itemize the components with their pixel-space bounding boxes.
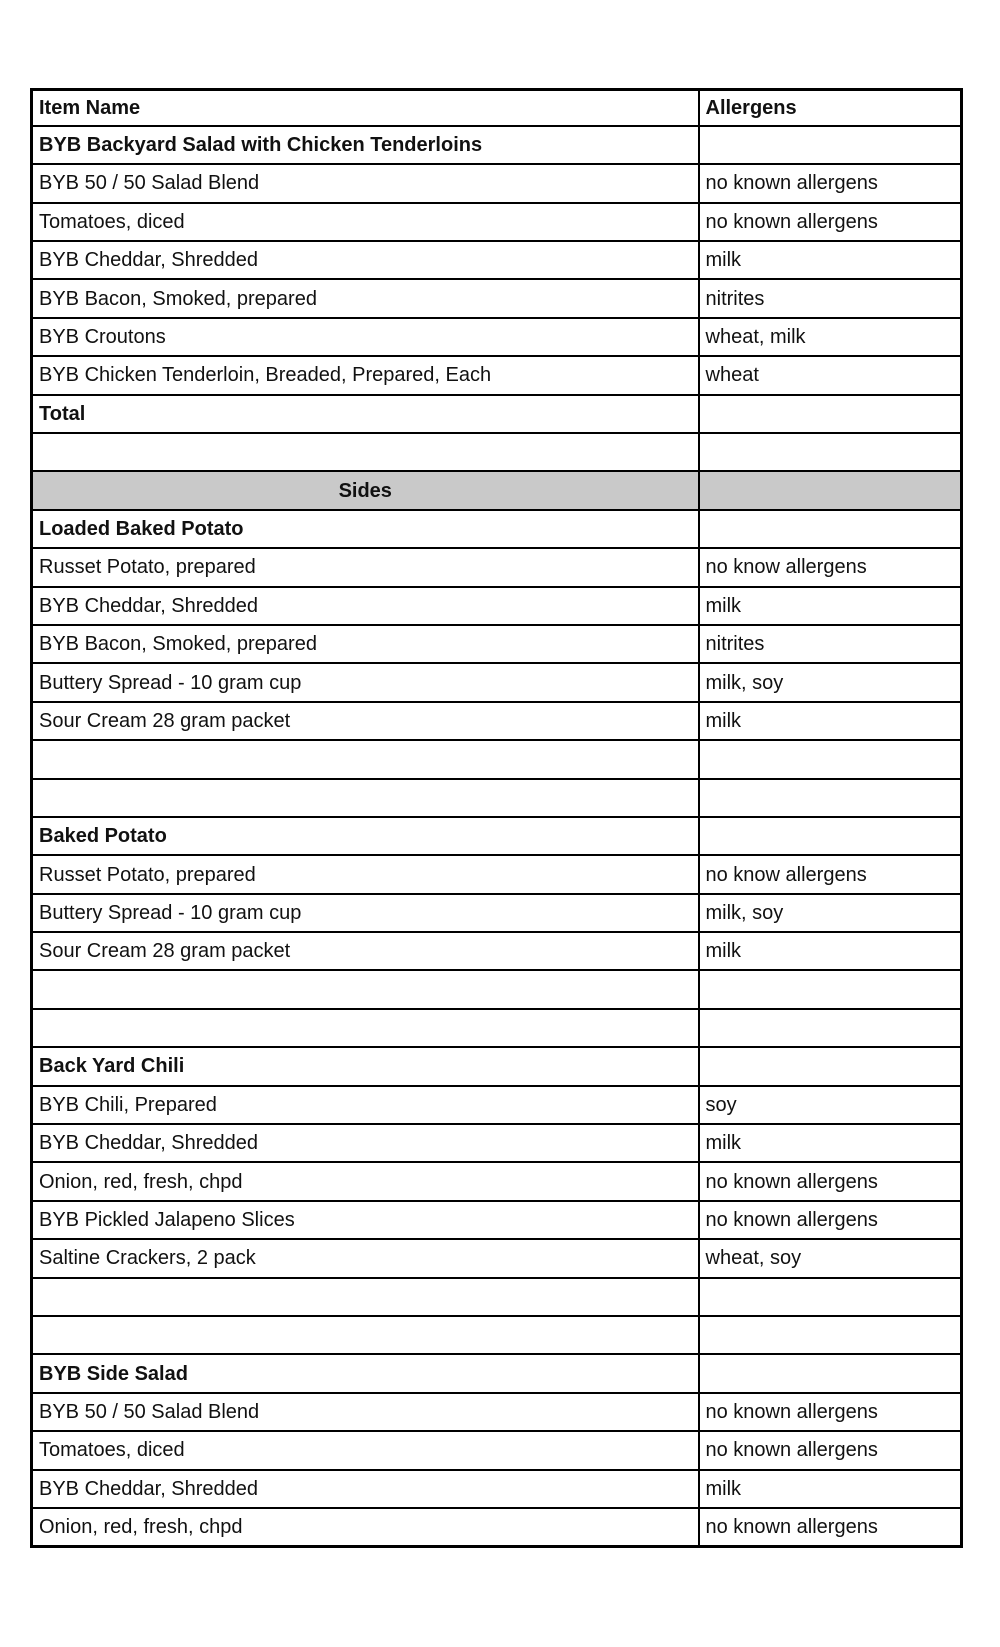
allergens-cell: milk, soy [699,663,962,701]
table-row [32,1354,962,1392]
item-name-column-header: Item Name [32,90,699,126]
table-row [32,779,962,817]
table-row [32,1470,962,1508]
item-name-cell [32,779,699,817]
allergens-cell [699,395,962,433]
allergens-cell: no known allergens [699,1508,962,1547]
table-row [32,587,962,625]
item-name-cell: BYB Bacon, Smoked, prepared [32,279,699,317]
allergens-cell: wheat, soy [699,1239,962,1277]
table-row [32,1201,962,1239]
allergen-table-body [32,126,962,1547]
item-name-cell: Russet Potato, prepared [32,855,699,893]
item-name-cell: Total [32,395,699,433]
item-name-cell: BYB Backyard Salad with Chicken Tenderloins [32,126,699,164]
allergens-cell [699,740,962,778]
table-row [32,356,962,394]
allergens-cell: milk, soy [699,894,962,932]
item-name-cell: BYB Pickled Jalapeno Slices [32,1201,699,1239]
item-name-cell: BYB Cheddar, Shredded [32,1124,699,1162]
allergen-table [30,88,960,1548]
allergens-cell: soy [699,1086,962,1124]
allergens-cell [699,433,962,471]
allergens-cell: milk [699,587,962,625]
allergens-cell: milk [699,702,962,740]
table-row [32,1086,962,1124]
item-name-cell: BYB Cheddar, Shredded [32,587,699,625]
item-name-cell [32,740,699,778]
table-row [32,1393,962,1431]
table-row [32,817,962,855]
table-row [32,471,962,509]
allergens-cell [699,970,962,1008]
item-name-cell: Baked Potato [32,817,699,855]
table-row [32,663,962,701]
allergens-cell [699,817,962,855]
table-row [32,855,962,893]
allergens-column-header: Allergens [699,90,962,126]
allergens-cell [699,779,962,817]
allergens-cell: milk [699,1124,962,1162]
table-row [32,1278,962,1316]
allergens-cell: no know allergens [699,548,962,586]
allergens-cell: nitrites [699,625,962,663]
table-row [32,318,962,356]
table-row [32,894,962,932]
allergens-cell [699,1354,962,1392]
allergens-cell: milk [699,932,962,970]
table-row [32,164,962,202]
item-name-cell: BYB Chicken Tenderloin, Breaded, Prepared, Each [32,356,699,394]
table-row [32,279,962,317]
table-row [32,1508,962,1547]
table-row [32,1047,962,1085]
item-name-cell [32,1316,699,1354]
table-row [32,548,962,586]
table-row [32,433,962,471]
allergens-cell: wheat [699,356,962,394]
item-name-cell: Tomatoes, diced [32,203,699,241]
item-name-cell: BYB Side Salad [32,1354,699,1392]
allergens-cell [699,510,962,548]
table-row [32,1009,962,1047]
allergens-cell: milk [699,241,962,279]
table-row [32,510,962,548]
table-row [32,395,962,433]
table-row [32,1239,962,1277]
item-name-cell [32,1009,699,1047]
item-name-cell: Loaded Baked Potato [32,510,699,548]
allergens-cell [699,1278,962,1316]
table-row [32,1162,962,1200]
table-row [32,1124,962,1162]
allergens-cell: no known allergens [699,1431,962,1469]
allergens-cell: nitrites [699,279,962,317]
item-name-cell: BYB Chili, Prepared [32,1086,699,1124]
item-name-cell: Buttery Spread - 10 gram cup [32,894,699,932]
allergens-cell [699,1047,962,1085]
item-name-cell: Back Yard Chili [32,1047,699,1085]
table-row [32,241,962,279]
allergens-cell: no known allergens [699,1393,962,1431]
item-name-cell: BYB 50 / 50 Salad Blend [32,164,699,202]
table-row [32,1431,962,1469]
table-header-row [32,90,962,126]
allergen-table-grid [30,88,963,1548]
item-name-cell: Sour Cream 28 gram packet [32,932,699,970]
item-name-cell: Sour Cream 28 gram packet [32,702,699,740]
item-name-cell [32,1278,699,1316]
allergens-cell [699,126,962,164]
item-name-cell: BYB Cheddar, Shredded [32,241,699,279]
allergens-cell [699,1316,962,1354]
item-name-cell [32,433,699,471]
allergens-cell: no known allergens [699,1162,962,1200]
item-name-cell: Saltine Crackers, 2 pack [32,1239,699,1277]
table-row [32,1316,962,1354]
item-name-cell: Onion, red, fresh, chpd [32,1508,699,1547]
table-row [32,932,962,970]
allergens-cell: no known allergens [699,203,962,241]
table-row [32,126,962,164]
table-row [32,740,962,778]
allergens-cell: no know allergens [699,855,962,893]
allergens-cell: wheat, milk [699,318,962,356]
item-name-cell: Onion, red, fresh, chpd [32,1162,699,1200]
allergens-cell: no known allergens [699,1201,962,1239]
item-name-cell: BYB Bacon, Smoked, prepared [32,625,699,663]
allergens-cell: milk [699,1470,962,1508]
item-name-cell: BYB 50 / 50 Salad Blend [32,1393,699,1431]
item-name-cell: Buttery Spread - 10 gram cup [32,663,699,701]
allergens-cell: no known allergens [699,164,962,202]
allergens-cell [699,1009,962,1047]
section-band-cell: Sides [32,471,699,509]
item-name-cell: Tomatoes, diced [32,1431,699,1469]
table-row [32,625,962,663]
item-name-cell [32,970,699,1008]
allergens-cell [699,471,962,509]
table-row [32,970,962,1008]
table-row [32,203,962,241]
table-row [32,702,962,740]
item-name-cell: BYB Croutons [32,318,699,356]
item-name-cell: Russet Potato, prepared [32,548,699,586]
item-name-cell: BYB Cheddar, Shredded [32,1470,699,1508]
